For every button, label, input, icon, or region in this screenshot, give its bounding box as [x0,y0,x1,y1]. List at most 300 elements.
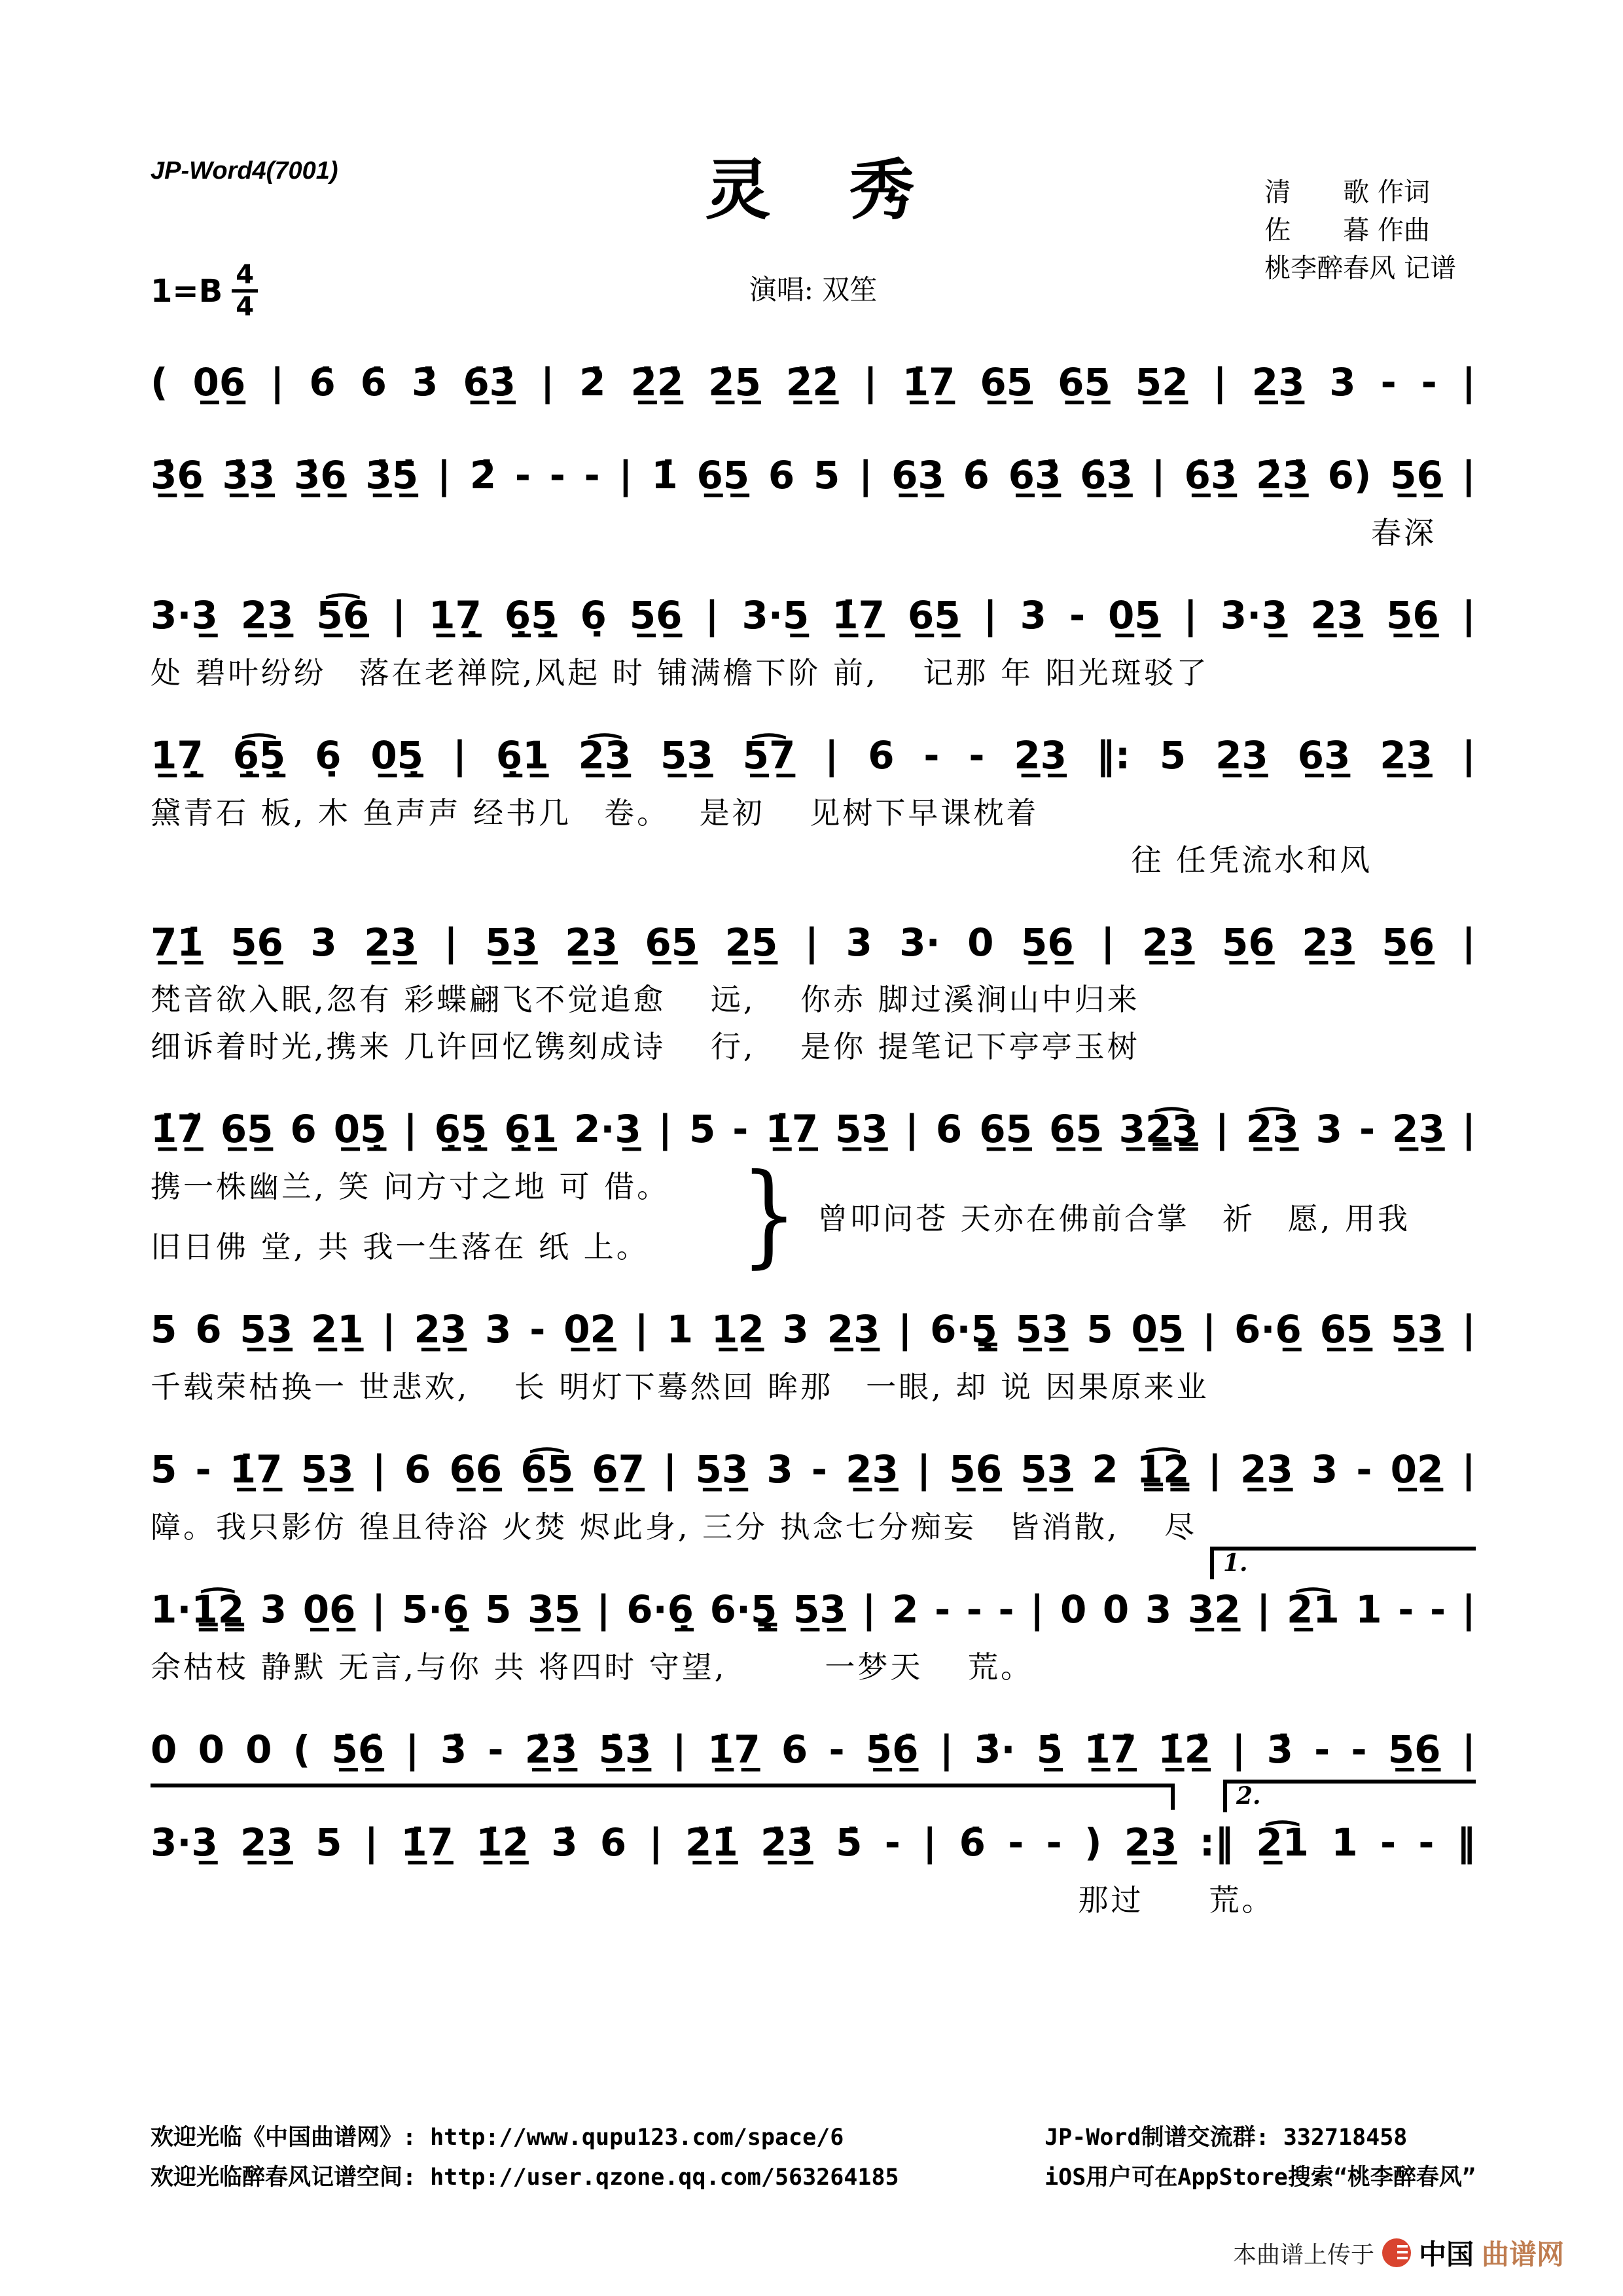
notation-token: 6̲3̲ [1297,732,1351,778]
notation-line [151,1814,1476,1873]
notation-token: 6̣ [315,732,342,778]
notation-token: 2̲3̲ [1380,732,1433,778]
notation-token: 3 [260,1587,287,1632]
notation-token: 1̲̇7̲ [902,360,955,404]
notation-token: - [584,452,600,497]
notation-token: 3·3̲ [151,592,218,637]
notation-token: | [1183,592,1198,637]
notation-token: 1̲̇7̲ [707,1727,760,1772]
notation-token: - [1429,1587,1446,1632]
notation-token: | [917,1447,931,1492]
notation-token: 2̲1̲ [310,1307,364,1352]
notation-token: | [1461,452,1476,497]
notation-token: 5̲2̲ [1135,360,1188,404]
notation-token: 6̲̇3̲̇ [1080,452,1133,497]
notation-token: 3̇ [440,1727,467,1772]
notation-token: - [1421,360,1437,404]
notation-token: 6̲5̲ [1058,360,1111,404]
notation-token: - [935,1587,951,1632]
notation-token: - [1398,1587,1414,1632]
notation-token: | [1151,452,1166,497]
notation-token: 5̲3̲ [695,1447,749,1492]
notation-token: 6̲5̲ [1319,1307,1373,1352]
software-label: JP-Word4(7001) [151,157,338,185]
notation-token: 6̲5̲ [980,360,1033,404]
notation-token: 5 [151,1447,177,1492]
notation-token: 1̲7̲̣ [151,732,204,778]
notation-token: 2̲3̲ [364,920,417,965]
lyrics-line-verse2: 往 任凭流水和风 [1131,842,1373,878]
notation-token: | [863,360,878,404]
watermark-brand-tan: 曲谱网 [1481,2238,1564,2270]
notation-token: 2̲̇3̲̇ [760,1820,813,1865]
notation-token: 5̲3̲ [793,1587,846,1632]
notation-line [151,1441,1476,1499]
notation-token: 5̲3̲ [300,1447,354,1492]
notation-token: 6̲5̲ [220,1107,274,1152]
notation-token: 2·3̲ [574,1107,641,1152]
notation-line [151,1721,1476,1780]
notation-token: | [1461,1727,1476,1772]
notation-token: | [804,920,819,965]
notation-token: 3̲̇6̲ [151,452,204,497]
lyricist-credit: 清 歌 作词 [1264,177,1430,207]
notation-token: 5 [813,452,840,497]
notation-token: | [392,592,406,637]
notation-token: 6̲̇3̲̇ [463,360,516,404]
notation-token: 6̲̣͡5̲̣ [232,732,286,778]
notation-token: - [549,452,565,497]
notation-token: 5̇ [836,1820,863,1865]
key-label: 1=B [151,272,223,310]
notation-token: 6·5̳̣ [709,1587,777,1632]
notation-token: 2̲͡3̲ [578,732,632,778]
notation-token: | [862,1587,876,1632]
notation-token: | [1232,1727,1246,1772]
notation-token: | [596,1587,611,1632]
notation-token: 6̲5̲ [696,452,750,497]
notation-token: 5̲3̲ [485,920,538,965]
notation-token: - [488,1727,504,1772]
notation-token: 6̲̣5̲̣ [434,1107,488,1152]
notation-token: 3· [899,920,940,965]
notation-token: - [1380,360,1397,404]
notation-token: | [705,592,719,637]
notation-token: | [1213,360,1227,404]
footer-right [1044,2118,1476,2198]
notation-token: 2̲3̲ [240,592,294,637]
notation-token: | [1101,920,1115,965]
notation-token: - [1380,1820,1397,1865]
notation-token: | [403,1107,418,1152]
notation-token: 0 [151,1727,177,1772]
notation-line [151,914,1476,973]
notation-token: 6 [781,1727,808,1772]
notation-token: 3 [1311,1447,1338,1492]
notation-token: 3·3̲ [1220,592,1288,637]
lyrics-line: 携一株幽兰, 笑 问方寸之地 可 借。 [151,1169,670,1205]
notation-token: | [1202,1307,1217,1352]
notation-token: 0̲6̲ [192,360,246,404]
notation-token: ‖: [1096,732,1131,778]
notation-token: ( [151,360,168,404]
notation-token: - [732,1107,749,1152]
meter-denominator: 4 [236,292,255,322]
notation-token: | [923,1820,937,1865]
lyrics-line-verse2: 旧日佛 堂, 共 我一生落在 纸 上。 [151,1229,649,1265]
notation-token: | [1030,1587,1044,1632]
notation-token: 3 [310,920,337,965]
notation-token: 2̲3̲ [1014,732,1067,778]
notation-token: 0̲6̲ [302,1587,356,1632]
notation-token: 2̲͡1 [1256,1820,1310,1865]
footer-left [151,2118,899,2198]
system-1 [151,353,1476,412]
notation-token: 3̇̇ [1266,1727,1293,1772]
lyrics-verse-pair [151,1163,734,1266]
notation-token: 3·5̲ [741,592,810,637]
notation-token: 6̲̇3̲̇ [1184,452,1238,497]
notation-token: - [969,732,985,778]
volta-1-label: 1. [1223,1549,1248,1577]
notation-token: 2̲3̲ [1310,592,1364,637]
lyrics-line: 春深 [1371,514,1436,550]
footer-qq-group: JP-Word制谱交流群: 332718458 [1044,2124,1408,2151]
notation-token: 3̲5̲ [527,1587,580,1632]
notation-token: 1̲̇7̲̃ [151,1107,204,1152]
notation-token: | [1461,592,1476,637]
notation-token: - [1046,1820,1062,1865]
lyrics-line: 障。我只影仿 徨且待浴 火焚 烬此身, 三分 执念七分痴妄 皆消散, 尽 [151,1509,1197,1545]
notation-token: 5̲3̲ [240,1307,293,1352]
qupu-logo-icon [1382,2238,1411,2267]
notation-token: 1̲̇7̲ [229,1447,283,1492]
notation-token: 6 [599,1820,627,1865]
notation-token: 5̲3̲ [1020,1447,1074,1492]
notation-token: 2̲3̲ [846,1447,899,1492]
notation-token: 5̲6̲ [949,1447,1003,1492]
notation-token: 5 [485,1587,512,1632]
notation-token: 6·6̲ [1234,1307,1302,1352]
notation-token: 6̲5̲ [1048,1107,1102,1152]
notation-token: | [649,1820,663,1865]
notation-token: 3 [485,1307,512,1352]
lyrics-brace: } [740,1149,798,1280]
notation-token: 3 [1329,360,1356,404]
notation-token: 1̲̇7̲ [401,1820,454,1865]
lyrics-duet-block [151,1149,1476,1280]
notation-token: 3 [782,1307,809,1352]
notation-token: ) [1084,1820,1102,1865]
notation-token: 5̲3̲ [1015,1307,1069,1352]
notation-token: 5̲̇6̲̇ [331,1727,385,1772]
notation-token: 2̲3̲ [1240,1447,1293,1492]
notation-token: 6 [404,1447,431,1492]
notation-token: 6̲7̲ [592,1447,645,1492]
notation-token: 2̲̇3̲̇ [1256,452,1309,497]
notation-line [151,1300,1476,1359]
notation-token: | [939,1727,954,1772]
notation-token: 0̲2̲ [1390,1447,1444,1492]
notation-token: 2̲3̲ [1251,360,1305,404]
system-2 [151,446,1476,552]
notation-token: | [405,1727,419,1772]
notation-token: - [1008,1820,1024,1865]
notation-token: 3 [846,920,872,965]
notation-token: | [372,1447,386,1492]
notation-token: 6̲3̲ [891,452,944,497]
notation-token: - [1356,1447,1372,1492]
notation-token: 3̲̇5̲̇ [365,452,419,497]
notation-token: 2̲̇3̲̇ [524,1727,578,1772]
notation-token: 2̇ [469,452,497,497]
notation-token: | [437,452,452,497]
lyrics-line: 黛青石 板, 木 鱼声声 经书几 卷。 是初 见树下早课枕着 [151,795,1039,831]
site-watermark [1233,2233,1564,2272]
notation-line [151,1100,1476,1159]
notation-token: 2̲3̲ [1141,920,1195,965]
notation-token: 7̲1̲̇ [151,920,204,965]
notation-token: | [1461,1107,1476,1152]
notation-token: - [884,1820,901,1865]
notation-token: | [859,452,873,497]
transcriber-credit: 桃李醉春风 记谱 [1264,253,1456,283]
notation-token: 1̲̇̇2̲̇̇ [1158,1727,1211,1772]
notation-token: 5̲3̲ [660,732,713,778]
notation-token: | [634,1307,649,1352]
notation-token: 6̲͡5̲ [520,1447,574,1492]
notation-token: 2̲3̲ [1392,1107,1445,1152]
notation-token: 3̲̇3̲̇ [222,452,276,497]
notation-token: 5̲6̲ [1387,1727,1441,1772]
notation-token: 3·3̲ [151,1820,218,1865]
notation-token: | [1461,1307,1476,1352]
notation-token: | [364,1820,378,1865]
notation-token: 3 [1145,1587,1172,1632]
notation-token: | [1257,1587,1271,1632]
system-8 [151,1441,1476,1547]
notation-token: | [1461,920,1476,965]
notation-token: - [1069,592,1086,637]
notation-line [151,1581,1476,1640]
notation-token: 2̲3̲ [240,1820,293,1865]
notation-token: 3̇ [411,360,438,404]
notation-token: 6 [290,1107,317,1152]
key-signature [151,262,258,320]
notation-token: 2̲͡1 [1286,1587,1340,1632]
notation-line [151,586,1476,645]
song-title: 灵 秀 [705,151,921,228]
performer-line: 演唱: 双笙 [749,274,878,306]
notation-token: | [541,360,555,404]
notation-token: 5̲3̲ [835,1107,888,1152]
notation-token: 2̲3̲ [1302,920,1355,965]
notation-token: 0̲5̲̣ [370,732,424,778]
notation-token: 0 [1102,1587,1130,1632]
notation-token: 6 [768,452,795,497]
footer-space-link: 欢迎光临醉春风记谱空间: http://user.qzone.qq.com/563264185 [151,2164,899,2191]
system-5 [151,914,1476,1067]
system-3 [151,586,1476,692]
system-10 [151,1721,1476,1780]
composer-credit: 佐 暮 作曲 [1264,215,1430,245]
notation-token: | [270,360,285,404]
notation-token: 6̲5̲ [645,920,698,965]
notation-token: 6 [868,732,895,778]
notation-token: | [444,920,458,965]
notation-token: 2̲̇2̲̇ [785,360,839,404]
notation-token: - [514,452,531,497]
notation-token: 2̲3̲ [565,920,618,965]
notation-token: 1·1̳͡2̳ [151,1587,245,1632]
notation-token: 6̲̇3̲̇ [1008,452,1061,497]
system-9 [151,1549,1476,1687]
notation-token: - [1314,1727,1330,1772]
notation-token: 2̲3̲ [1215,732,1268,778]
lyrics-line: 余枯枝 静默 无言,与你 共 将四时 守望, 一梦天 荒。 [151,1649,1033,1685]
notation-token: 6̇ [963,452,990,497]
notation-token: 6̲6̲ [449,1447,503,1492]
notation-token: - [529,1307,546,1352]
notation-token: | [1215,1107,1229,1152]
notation-token: ‖ [1456,1820,1476,1865]
notation-token: 6·6̲̣ [626,1587,694,1632]
notation-token: 5̲͡7̲ [742,732,796,778]
notation-token: - [195,1447,211,1492]
notation-token: 6̲5̲ [907,592,961,637]
lyrics-line-shared: 曾叩问苍 天亦在佛前合掌 祈 愿, 用我 [817,1201,1411,1237]
notation-line [151,353,1476,412]
notation-token: 5̲̇ [1036,1727,1063,1772]
notation-token: 5 [688,1107,716,1152]
notation-token: 5̲6̲ [629,592,683,637]
notation-token: :‖ [1199,1820,1234,1865]
notation-token: ( [293,1727,311,1772]
system-4 [151,726,1476,880]
score-header [151,137,1476,353]
notation-token: 0̲5̲ [1131,1307,1185,1352]
notation-token: 2 [1092,1447,1118,1492]
notation-token: 3 [1315,1107,1342,1152]
notation-token: 1̲̇̇7̲̇ [1084,1727,1137,1772]
notation-token: 3̇ [551,1820,578,1865]
volta-2-bracket [1223,1780,1476,1812]
notation-token: 3 [1020,592,1046,637]
notation-token: - [998,1587,1014,1632]
notation-token: 0̲5̲̣ [333,1107,387,1152]
notation-token: 2̲̇5̲ [708,360,761,404]
notation-token: | [983,592,997,637]
notation-token: - [1359,1107,1376,1152]
notation-token: | [1461,732,1476,778]
notation-token: 3 [766,1447,793,1492]
notation-token: | [898,1307,912,1352]
lyrics-line: 那过 荒。 [1078,1882,1275,1918]
notation-token: 6·5̳̣ [930,1307,997,1352]
notation-token: 2̲̇1̲̇ [685,1820,738,1865]
notation-token: 0̲5̲ [1107,592,1161,637]
lyrics-line: 梵音欲入眠,忽有 彩蝶翩飞不觉追愈 远, 你赤 脚过溪涧山中归来 [151,982,1140,1018]
notation-token: | [382,1307,396,1352]
notation-token: 2̲̇2̲̇ [630,360,684,404]
notation-token: 5̲̇3̲̇ [598,1727,652,1772]
notation-token: 1 [666,1307,694,1352]
notation-token: | [672,1727,687,1772]
notation-token: 5 [151,1307,177,1352]
notation-token: 6 [195,1307,222,1352]
notation-token: 2̲5̲ [724,920,778,965]
notation-token: 6̲̣1̲ [495,732,549,778]
volta-2-label: 2. [1236,1782,1261,1810]
notation-token: 6̇ [309,360,336,404]
notation-token: - [1351,1727,1367,1772]
notation-token: 0 [967,920,994,965]
notation-token: 1 [1355,1587,1382,1632]
footer-appstore-note: iOS用户可在AppStore搜索“桃李醉春风” [1044,2164,1476,2191]
notation-token: - [1418,1820,1435,1865]
notation-token: | [1207,1447,1222,1492]
notation-token: 1̲7̲̣ [429,592,482,637]
notation-token: 6̣ [580,592,607,637]
notation-token: 3̲2̲ [1187,1587,1241,1632]
notation-token: 5̲6̲ [1390,452,1443,497]
lyrics-line: 处 碧叶纷纷 落在老禅院,风起 时 铺满檐下阶 前, 记那 年 阳光斑驳了 [151,655,1209,691]
notation-token: 5·6̲̣ [401,1587,469,1632]
notation-token: 2̇ [579,360,606,404]
notation-token: 1̲2̲ [711,1307,764,1352]
system-11 [151,1782,1476,1920]
notation-token: 2̲3̲ [414,1307,467,1352]
notation-token: - [811,1447,827,1492]
notation-token: 6) [1327,452,1372,497]
notation-token: | [1461,1447,1476,1492]
notation-token: 5 [315,1820,342,1865]
notation-token: | [658,1107,672,1152]
notation-token: 0 [245,1727,272,1772]
notation-token: 1 [1331,1820,1358,1865]
notation-token: | [904,1107,919,1152]
notation-token: 1̲̇7̲ [765,1107,819,1152]
time-signature [232,262,258,320]
notation-token: | [825,732,839,778]
notation-token: 5̲6̲ [1020,920,1074,965]
notation-token: 2 [892,1587,919,1632]
notation-token: | [372,1587,386,1632]
notation-token: 2̲3̲ [1124,1820,1177,1865]
notation-token: 5̲͡6̲ [316,592,370,637]
notation-token: | [452,732,467,778]
notation-token: 5̲6̲ [1386,592,1439,637]
notation-token: 5 [1086,1307,1113,1352]
notation-token: | [1461,360,1476,404]
notation-token: 6̇ [959,1820,986,1865]
lyrics-line: 千载荣枯换一 世悲欢, 长 明灯下蓦然回 眸那 一眼, 却 说 因果原来业 [151,1369,1209,1405]
notation-line [151,446,1476,505]
notation-token: 6 [935,1107,963,1152]
notation-token: - [923,732,940,778]
watermark-prefix: 本曲谱上传于 [1232,2241,1374,2269]
notation-token: 0 [1060,1587,1087,1632]
notation-token: 6̇ [360,360,387,404]
notation-token: 1̳͡2̳ [1136,1447,1190,1492]
notation-token: 5̲̇6̲̇ [865,1727,919,1772]
notation-token: 3̲2̳͡3̳ [1118,1107,1198,1152]
notation-token: 1̇ [651,452,678,497]
notation-token: 0̲2̲ [563,1307,616,1352]
watermark-brand-black: 中国 [1418,2238,1474,2270]
system-6 [151,1100,1476,1280]
notation-token: 5̲6̲ [1222,920,1275,965]
